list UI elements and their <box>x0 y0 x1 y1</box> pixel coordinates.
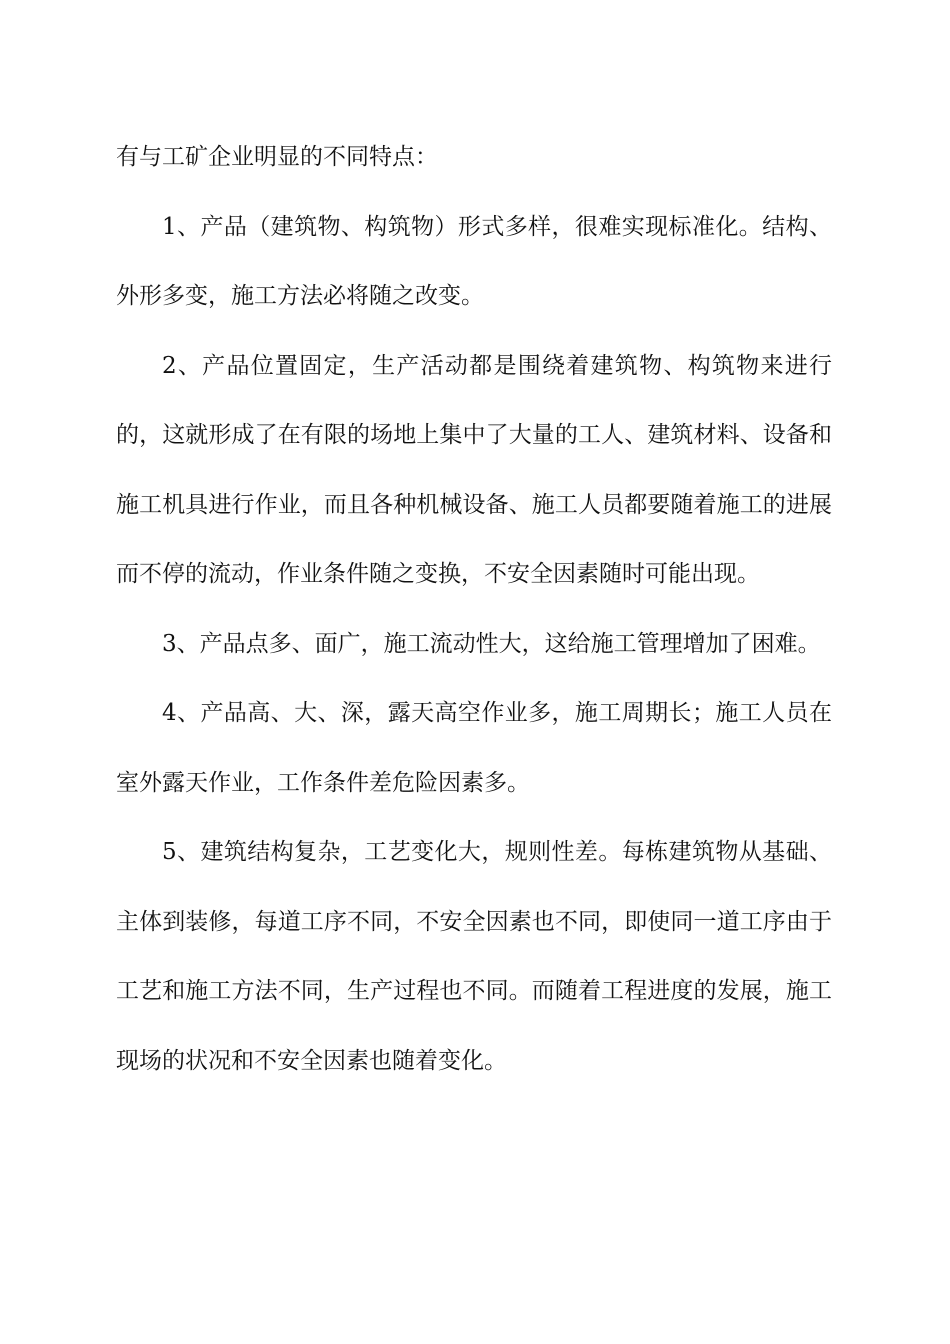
paragraph-item-2: 2、产品位置固定，生产活动都是围绕着建筑物、构筑物来进行的，这就形成了在有限的场地上集中了大量的工人、建筑材料、设备和施工机具进行作业，而且各种机械设备、施工人员都要随着施工的进展而不停的流动，作业条件随之变换，不安全因素随时可能出现。 <box>116 352 832 587</box>
document-body <box>116 123 832 1096</box>
paragraph-item-1: 1、产品（建筑物、构筑物）形式多样，很难实现标准化。结构、外形多变，施工方法必将随之改变。 <box>116 213 832 309</box>
paragraph-item-3: 3、产品点多、面广，施工流动性大，这给施工管理增加了困难。 <box>162 630 821 657</box>
paragraph-intro: 有与工矿企业明显的不同特点： <box>116 144 438 170</box>
paragraph-item-5: 5、建筑结构复杂，工艺变化大，规则性差。每栋建筑物从基础、主体到装修，每道工序不同，不安全因素也不同，即使同一道工序由于工艺和施工方法不同，生产过程也不同。而随着工程进度的发展，施工现场的状况和不安全因素也随着变化。 <box>116 839 832 1074</box>
paragraph-item-4: 4、产品高、大、深，露天高空作业多，施工周期长；施工人员在室外露天作业，工作条件差危险因素多。 <box>116 700 832 796</box>
